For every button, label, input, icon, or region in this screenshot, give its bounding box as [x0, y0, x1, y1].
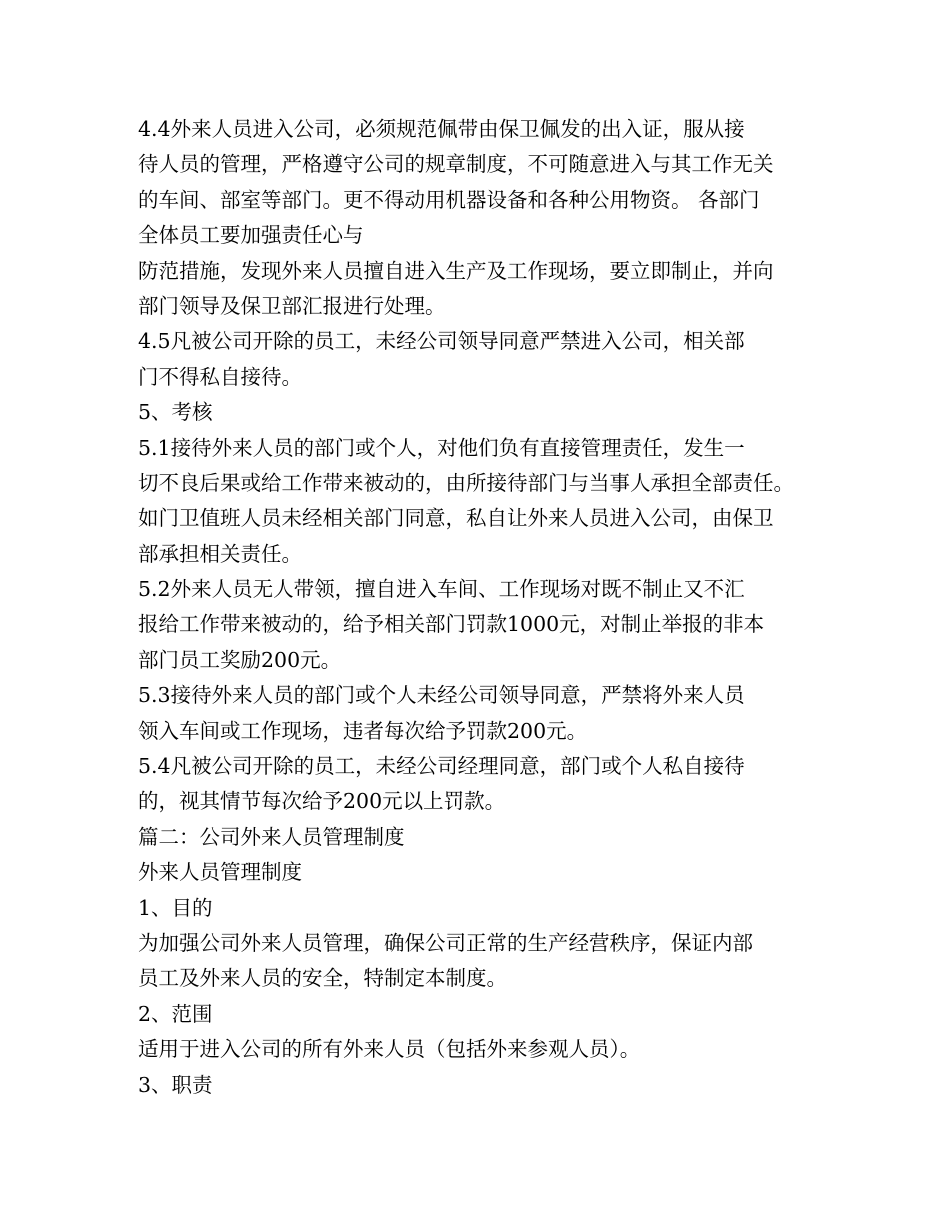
section-heading-purpose: 1、目的	[138, 895, 213, 920]
text-line-24: 为加强公司外来人员管理，确保公司正常的生产经营秩序，保证内部	[138, 930, 753, 955]
section-heading-assessment: 5、考核	[138, 400, 213, 425]
text-line-14: 5.2外来人员无人带领，擅自进入车间、工作现场对既不制止又不汇	[138, 577, 745, 602]
text-line-27: 适用于进入公司的所有外来人员（包括外来参观人员）。	[138, 1037, 641, 1062]
text-line-1: 4.4外来人员进入公司，必须规范佩带由保卫佩发的出入证，服从接	[138, 117, 745, 141]
section-heading-scope: 2、范围	[138, 1001, 213, 1026]
text-line-15: 报给工作带来被动的，给予相关部门罚款1000元，对制止举报的非本	[138, 612, 765, 637]
chapter-heading: 篇二：公司外来人员管理制度	[138, 824, 405, 849]
text-line-25: 员工及外来人员的安全，特制定本制度。	[138, 966, 507, 991]
text-line-8: 门不得私自接待。	[138, 364, 302, 389]
text-line-16: 部门员工奖励200元。	[138, 647, 342, 672]
text-line-10: 5.1接待外来人员的部门或个人，对他们负有直接管理责任，发生一	[138, 435, 745, 460]
text-line-7: 4.5凡被公司开除的员工，未经公司领导同意严禁进入公司，相关部	[138, 329, 745, 354]
text-line-18: 领入车间或工作现场，违者每次给予罚款200元。	[138, 718, 588, 743]
text-line-11: 切不良后果或给工作带来被动的，由所接待部门与当事人承担全部责任。	[138, 470, 794, 495]
text-line-17: 5.3接待外来人员的部门或个人未经公司领导同意，严禁将外来人员	[138, 683, 745, 708]
text-line-20: 的，视其情节每次给予200元以上罚款。	[138, 789, 506, 814]
document-title: 外来人员管理制度	[138, 860, 302, 885]
text-line-12: 如门卫值班人员未经相关部门同意，私自让外来人员进入公司，由保卫	[138, 506, 774, 531]
section-heading-duties: 3、职责	[138, 1072, 213, 1097]
text-line-3: 的车间、部室等部门。更不得动用机器设备和各种公用物资。 各部门	[138, 187, 760, 212]
text-line-13: 部承担相关责任。	[138, 541, 302, 566]
text-line-6: 部门领导及保卫部汇报进行处理。	[138, 293, 446, 318]
text-line-19: 5.4凡被公司开除的员工，未经公司经理同意，部门或个人私自接待	[138, 754, 745, 779]
text-line-2: 待人员的管理，严格遵守公司的规章制度，不可随意进入与其工作无关	[138, 152, 774, 177]
text-line-4: 全体员工要加强责任心与	[138, 223, 364, 248]
text-line-5: 防范措施，发现外来人员擅自进入生产及工作现场，要立即制止，并向	[138, 258, 774, 283]
